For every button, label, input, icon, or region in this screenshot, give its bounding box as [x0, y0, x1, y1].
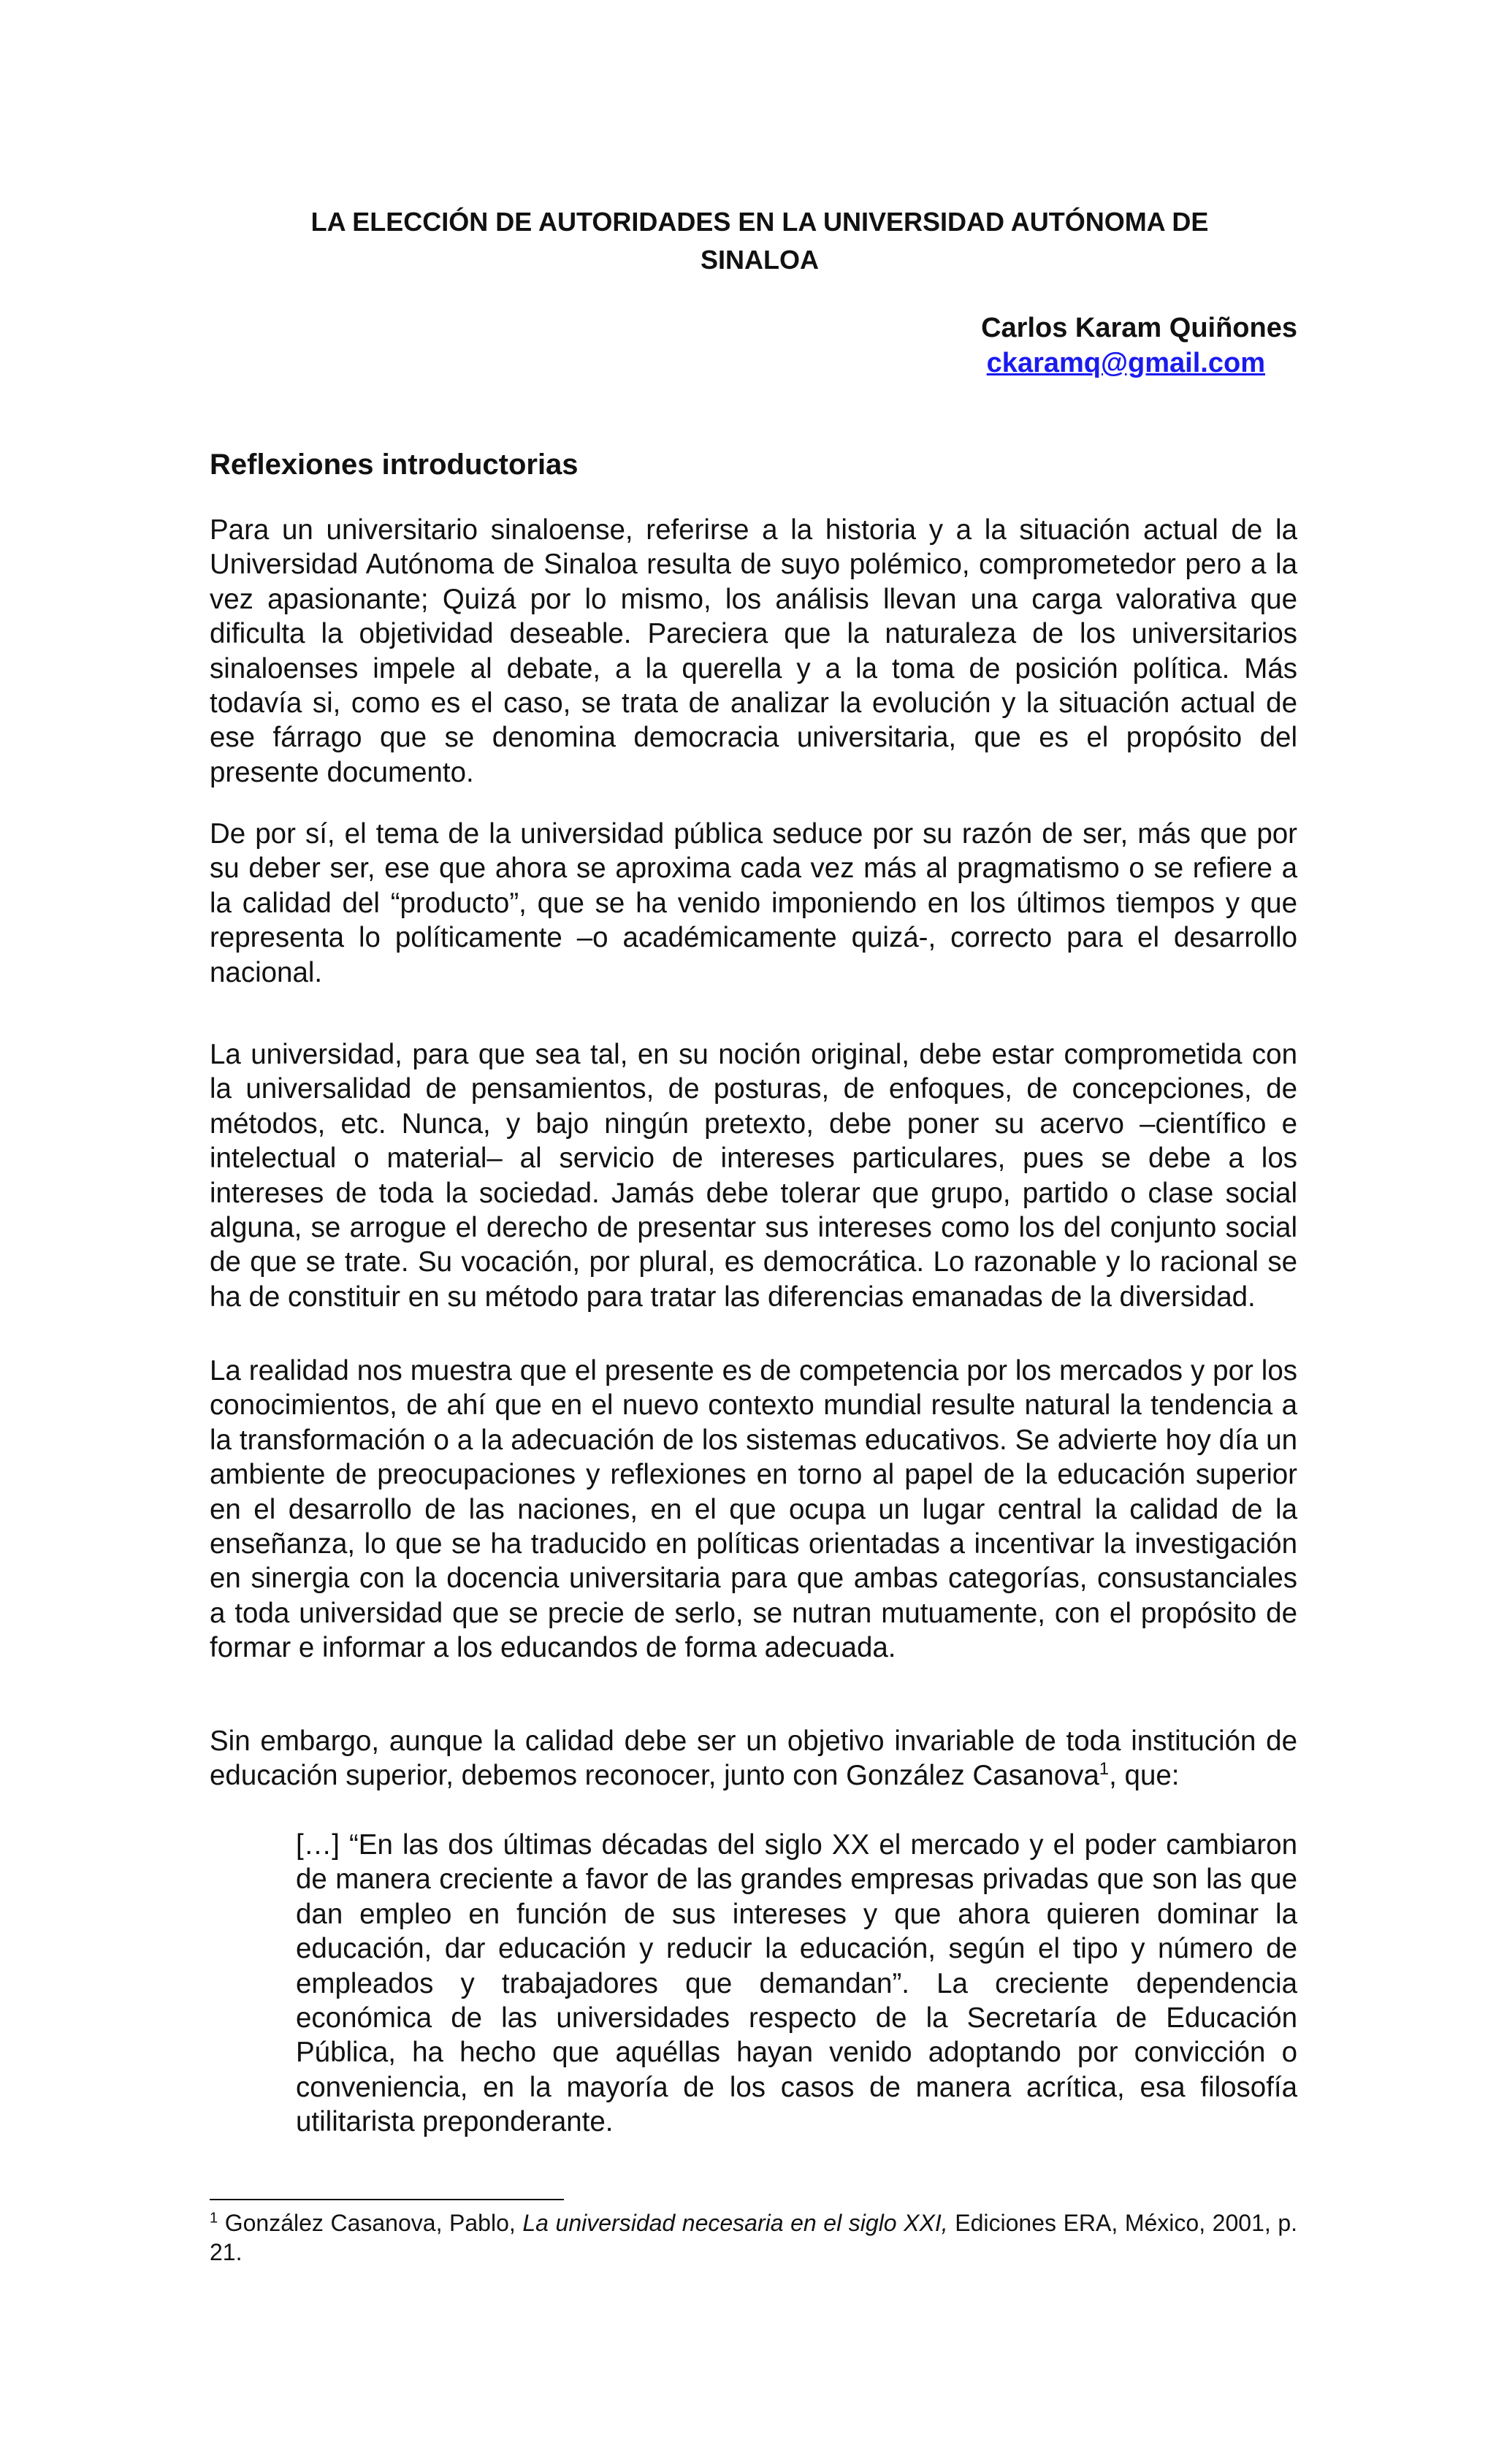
paragraph-3: La universidad, para que sea tal, en su noción original, debe estar comprometida con la universalidad de pensamientos, de posturas, de enfoques, de concepciones, de métodos, etc. Nunca, y bajo ningún pretexto, debe poner su acervo –científico e intelectual o material– al servicio de intereses particulares, pues se debe a los intereses de toda la sociedad. Jamás debe tolerar que grupo, partido o clase social alguna, se arrogue el derecho de presentar sus intereses como los del conjunto social de que se trate. Su vocación, por plural, es democrática. Lo razonable y lo racional se ha de constituir en su método para tratar las diferencias emanadas de la diversidad.	[210, 1039, 1297, 1313]
paragraph-5-end: , que:	[1109, 1760, 1180, 1792]
paragraph-2: De por sí, el tema de la universidad pública seduce por su razón de ser, más que por su deber ser, ese que ahora se aproxima cada vez más al pragmatismo o se refiere a la calidad del “producto”, que se ha venido imponiendo en los últimos tiempos y que representa lo políticamente –o académicamente quizá-, correcto para el desarrollo nacional.	[210, 818, 1297, 988]
document-title	[219, 203, 1300, 279]
footnote-marker: 1	[210, 2210, 218, 2227]
footnote-reference[interactable]: 1	[1099, 1759, 1110, 1780]
author-name: Carlos Karam Quiñones	[981, 313, 1297, 343]
block-quote: […] “En las dos últimas décadas del siglo XX el mercado y el poder cambiaron de manera creciente a favor de las grandes empresas privadas que son las que dan empleo en función de sus intereses y que ahora quieren dominar la educación, dar educación y reducir la educación, según el tipo y número de empleados y trabajadores que demandan”. La creciente dependencia económica de las universidades respecto de la Secretaría de Educación Pública, ha hecho que aquéllas hayan venido adoptando por convicción o conveniencia, en la mayoría de los casos de manera acrítica, esa filosofía utilitarista preponderante.	[296, 1829, 1297, 2138]
paragraph-1: Para un universitario sinaloense, referirse a la historia y a la situación actual de la Universidad Autónoma de Sinaloa resulta de suyo polémico, comprometedor pero a la vez apasionante; Quizá por lo mismo, los análisis llevan una carga valorativa que dificulta la objetividad deseable. Pareciera que la naturaleza de los universitarios sinaloenses impele al debate, a la querella y a la toma de posición política. Más todavía si, como es el caso, se trata de analizar la evolución y la situación actual de ese fárrago que se denomina democracia universitaria, que es el propósito del presente documento.	[210, 514, 1297, 788]
footnote	[210, 2208, 1297, 2267]
footnote-book-title: La universidad necesaria en el siglo XXI,	[522, 2210, 948, 2236]
footnote-publication: Ediciones ERA, México, 2001, p. 21.	[210, 2210, 1298, 2265]
section-heading: Reflexiones introductorias	[210, 449, 579, 481]
title-line-1: LA ELECCIÓN DE AUTORIDADES EN LA UNIVERSIDAD AUTÓNOMA DE	[310, 207, 1209, 237]
footnote-divider	[210, 2199, 564, 2200]
author-block	[981, 310, 1297, 381]
paragraph-5-text: Sin embargo, aunque la calidad debe ser un objetivo invariable de toda institución de educación superior, debemos reconocer, junto con González Casanova	[210, 1725, 1297, 1792]
footnote-author: González Casanova, Pablo,	[218, 2210, 523, 2236]
paragraph-5	[210, 1724, 1297, 1793]
paragraph-4: La realidad nos muestra que el presente es de competencia por los mercados y por los conocimientos, de ahí que en el nuevo contexto mundial resulte natural la tendencia a la transformación o a la adecuación de los sistemas educativos. Se advierte hoy día un ambiente de preocupaciones y reflexiones en torno al papel de la educación superior en el desarrollo de las naciones, en el que ocupa un lugar central la calidad de la enseñanza, lo que se ha traducido en políticas orientadas a incentivar la investigación en sinergia con la docencia universitaria para que ambas categorías, consustanciales a toda universidad que se precie de serlo, se nutran mutuamente, con el propósito de formar e informar a los educandos de forma adecuada.	[210, 1355, 1297, 1664]
author-email-link[interactable]: ckaramq@gmail.com	[986, 348, 1265, 378]
title-line-2: SINALOA	[701, 245, 819, 275]
